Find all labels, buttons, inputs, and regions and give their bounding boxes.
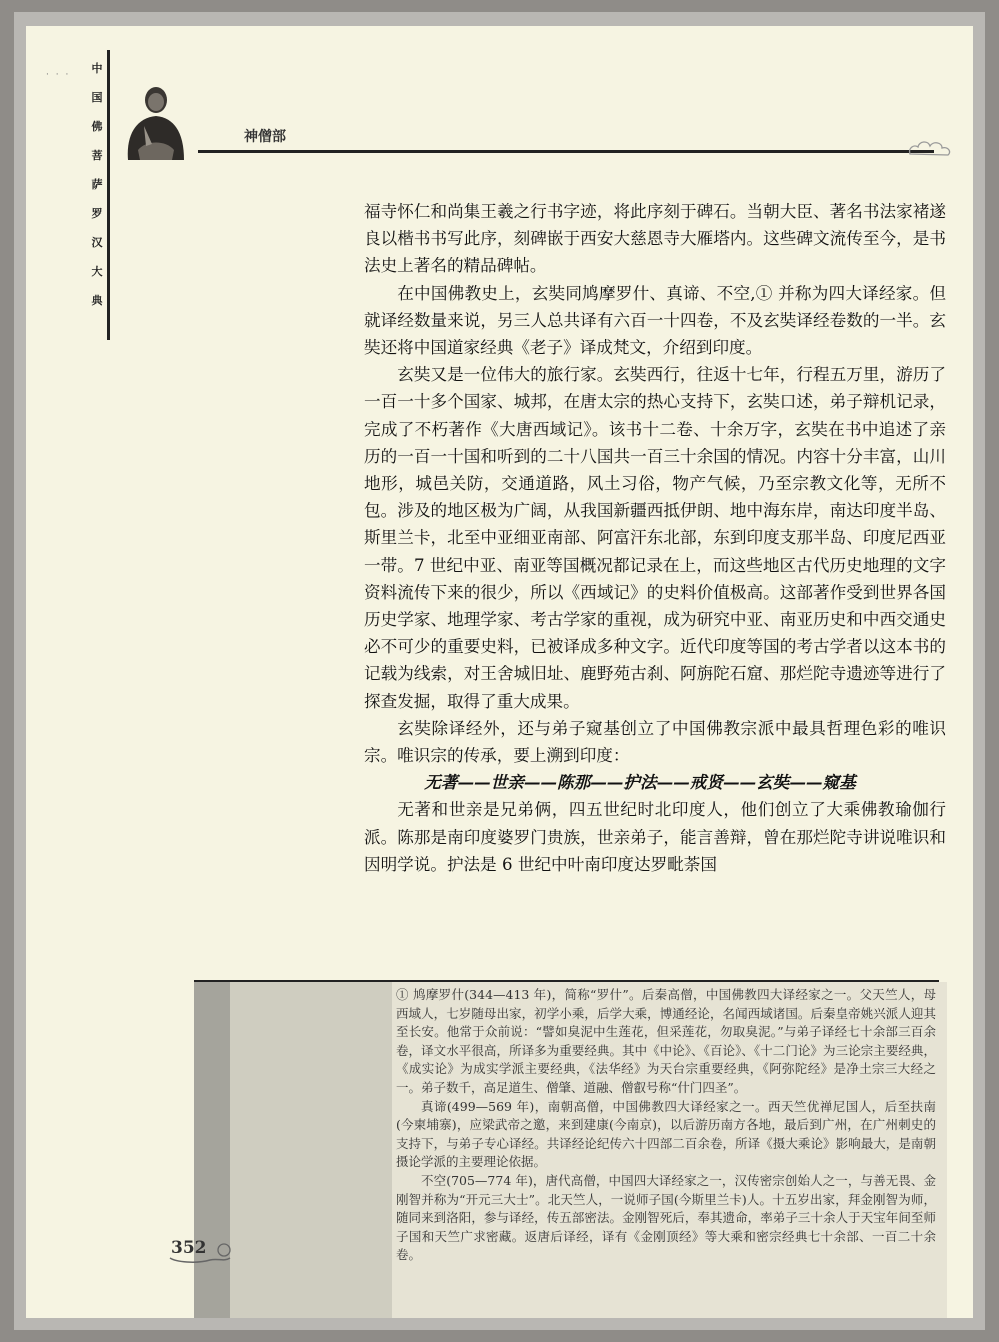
side-title-char: 罗 bbox=[91, 207, 103, 220]
side-title-char: 国 bbox=[91, 91, 103, 104]
side-title-char: 佛 bbox=[91, 120, 103, 133]
footnote-band bbox=[230, 982, 392, 1318]
monk-illustration-icon bbox=[118, 80, 190, 164]
side-title-char: 萨 bbox=[91, 178, 103, 191]
cloud-ornament-icon bbox=[906, 136, 954, 160]
footnote-entry: ① 鸠摩罗什(344—413 年)，简称“罗什”。后秦高僧，中国佛教四大译经家之一。父天竺人，母西域人，七岁随母出家，初学小乘，后学大乘，博通经论，名闻西域诸国。后秦皇帝姚兴派人迎其至长安。他常于众前说：“譬如臭泥中生莲花，但采莲花，勿取臭泥。”与弟子译经七十余部三百余卷，译文水平很高，所译多为重要经典。其中《中论》、《百论》、《十二门论》为三论宗主要经典，《成实论》为成实学派主要经典，《法华经》为天台宗重要经典，《阿弥陀经》是净土宗三大经之一。弟子数千，高足道生、僧肇、道融、僧叡号称“什门四圣”。 bbox=[396, 987, 936, 1095]
page-frame bbox=[14, 12, 985, 1330]
paragraph: 福寺怀仁和尚集王羲之行书字迹，将此序刻于碑石。当朝大臣、著名书法家褚遂良以楷书书写此序，刻碑嵌于西安大慈恩寺大雁塔内。这些碑文流传至今，是书法史上著名的精品碑帖。 bbox=[364, 202, 946, 276]
side-title-char: 典 bbox=[91, 294, 103, 307]
side-rule bbox=[107, 50, 110, 340]
paragraph: 在中国佛教史上，玄奘同鸠摩罗什、真谛、不空,① 并称为四大译经家。但就译经数量来说，另三人总共译有六百一十四卷，不及玄奘译经卷数的一半。玄奘还将中国道家经典《老子》译成梵文，介绍到印度。 bbox=[364, 283, 946, 358]
side-title-char: 中 bbox=[91, 62, 103, 75]
side-title-char: 汉 bbox=[91, 236, 103, 249]
footnote bbox=[396, 986, 936, 1265]
paragraph: 玄奘又是一位伟大的旅行家。玄奘西行，往返十七年，行程五万里，游历了一百一十多个国家、城邦，在唐太宗的热心支持下，玄奘口述，弟子辩机记录，完成了不朽著作《大唐西域记》。该书十二卷、十余万字，玄奘在书中追述了亲历的一百一十国和听到的二十八国共一百三十余国的情况。内容十分丰富，山川地形，城邑关防，交通道路，风土习俗，物产气候，乃至宗教文化等，无所不包。涉及的地区极为广阔，从我国新疆西抵伊朗、地中海东岸，南达印度半岛、斯里兰卡，北至中亚细亚南部、阿富汗东北部，东到印度支那半岛、印度尼西亚一带。7 世纪中亚、南亚等国概况都记录在上，而这些地区古代历史地理的文字资料流传下来的很少，所以《西域记》的史料价值极高。这部著作受到世界各国历史学家、地理学家、考古学家的重视，成为研究中亚、南亚历史和中西交通史必不可少的重要史料，已被译成多种文字。近代印度等国的考古学者以这本书的记载为线索，对王舍城旧址、鹿野苑古刹、阿旃陀石窟、那烂陀寺遗迹等进行了探查发掘，取得了重大成果。 bbox=[364, 365, 946, 711]
side-title-char: 大 bbox=[91, 265, 103, 278]
decorative-dots: · · · bbox=[46, 70, 71, 80]
lineage-line: 无著——世亲——陈那——护法——戒贤——玄奘——窥基 bbox=[424, 772, 856, 793]
paragraph: 无著和世亲是兄弟俩，四五世纪时北印度人，他们创立了大乘佛教瑜伽行派。陈那是南印度婆罗门贵族，世亲弟子，能言善辩，曾在那烂陀寺讲说唯识和因明学说。护法是 6 世纪中叶南印度达罗毗荼国 bbox=[364, 800, 946, 874]
book-page bbox=[26, 26, 973, 1318]
footnote-entry: 真谛(499—569 年)，南朝高僧，中国佛教四大译经家之一。西天竺优禅尼国人，后至扶南(今柬埔寨)，应梁武帝之邀，来到建康(今南京)，以后游历南方各地，最后到广州，在广州刺史的支持下，与弟子专心译经。共译经论纪传六十四部二百余卷，所译《摄大乘论》影响最大，是南朝摄论学派的主要理论依据。 bbox=[396, 1098, 936, 1170]
paragraph: 玄奘除译经外，还与弟子窥基创立了中国佛教宗派中最具哲理色彩的唯识宗。唯识宗的传承，要上溯到印度： bbox=[364, 718, 946, 766]
footnote-band bbox=[194, 982, 230, 1318]
footnote-entry: 不空(705—774 年)，唐代高僧，中国四大译经家之一，汉传密宗创始人之一，与善无畏、金刚智并称为“开元三大士”。北天竺人，一说师子国(今斯里兰卡)人。十五岁出家，拜金刚智为师，随同来到洛阳，参与译经，传五部密法。金刚智死后，奉其遗命，率弟子三十余人于天宝年间至师子国和天竺广求密藏。返唐后译经，译有《金刚顶经》等大乘和密宗经典七十余部、一百二十余卷。 bbox=[396, 1172, 936, 1263]
page-number: 352 bbox=[171, 1238, 207, 1258]
header-rule bbox=[198, 150, 934, 153]
side-title-char: 菩 bbox=[91, 149, 103, 162]
book-title-vertical bbox=[87, 60, 107, 321]
section-header: 神僧部 bbox=[244, 129, 286, 145]
main-body-text bbox=[364, 198, 946, 878]
